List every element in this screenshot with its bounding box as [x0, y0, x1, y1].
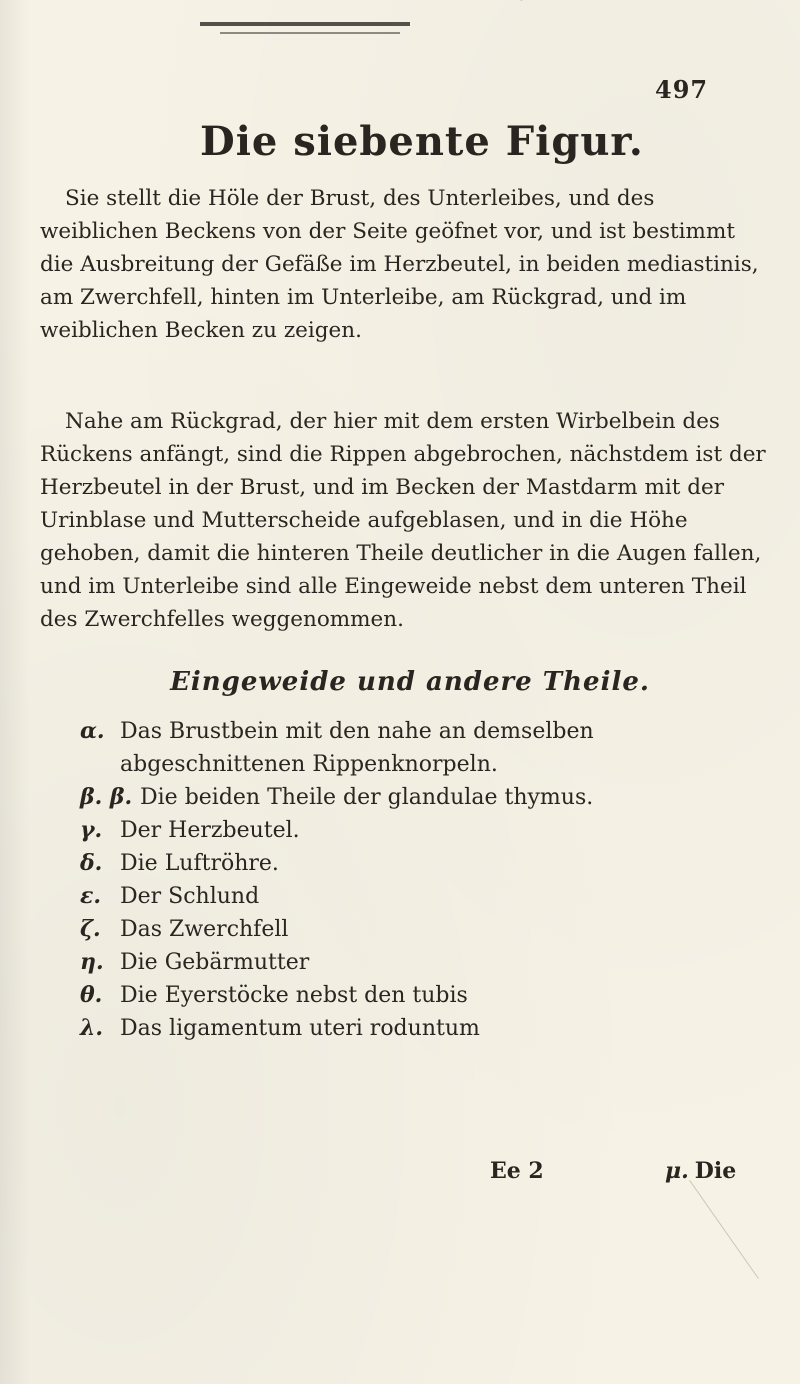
legend-item: [80, 979, 780, 1012]
page-title: Die siebente Figur.: [200, 118, 644, 165]
legend-letter: δ.: [80, 850, 103, 876]
legend-text: Die Eyerstöcke nebst den tubis: [120, 983, 468, 1008]
signature-mark: Ee 2: [490, 1158, 544, 1184]
legend-letter: ε.: [80, 883, 102, 909]
legend-text: Die Luftröhre.: [120, 851, 279, 876]
page-fold-mark: [689, 1180, 759, 1279]
gutter-shadow: [0, 0, 30, 1384]
section-heading: Eingeweide und andere Theile.: [170, 667, 650, 697]
legend-letter: λ.: [80, 1015, 104, 1041]
header-rule: [200, 22, 410, 26]
catchword-letter: μ.: [665, 1158, 689, 1184]
legend-letter: β. β.: [80, 784, 133, 810]
page-corner-mark: [520, 0, 568, 1]
legend-letter: ζ.: [80, 916, 101, 942]
legend-text: Der Schlund: [120, 884, 260, 909]
legend-item: [80, 847, 780, 880]
legend-item: [80, 913, 780, 946]
legend-item: [80, 781, 780, 814]
legend-text: Das Zwerchfell: [120, 917, 289, 942]
legend-text: Das ligamentum uteri roduntum: [120, 1016, 480, 1041]
legend-item: [80, 814, 780, 847]
legend-text: Der Herzbeutel.: [120, 818, 300, 843]
legend-item: [80, 1012, 780, 1045]
legend-item: [80, 880, 780, 913]
legend-letter: α.: [80, 718, 105, 744]
legend-item: [80, 946, 780, 979]
legend-list: [80, 715, 780, 1045]
paragraph-description: Nahe am Rückgrad, der hier mit dem ersten Wirbelbein des Rückens anfängt, sind die Rippen abgebrochen, nächstdem ist der Herzbeutel in der Brust, und im Becken der Mastdarm mit der Urinblase und Mutterscheide aufgeblasen, und in die Höhe gehoben, damit die hinteren Theile deutlicher in die Augen fallen, und im Unterleibe sind alle Eingeweide nebst dem unteren Theil des Zwerchfelles weggenommen.: [40, 409, 766, 632]
legend-text: Die Gebärmutter: [120, 950, 310, 975]
catchword: [665, 1158, 736, 1184]
legend-text: Die beiden Theile der glandulae thymus.: [140, 785, 594, 810]
legend-letter: γ.: [80, 817, 103, 843]
legend-item: [80, 715, 780, 781]
page-number: 497: [655, 75, 709, 104]
legend-text: Das Brustbein mit den nahe an demselben abgeschnittenen Rippenknorpeln.: [120, 719, 594, 777]
header-rule-secondary: [220, 32, 400, 34]
legend-letter: η.: [80, 949, 104, 975]
paragraph-intro: Sie stellt die Höle der Brust, des Unterleibes, und des weiblichen Beckens von der Seite geöfnet vor, und ist bestimmt die Ausbreitung der Gefäße im Herzbeutel, in beiden mediastinis, am Zwerchfell, hinten im Unterleibe, am Rückgrad, und im weiblichen Becken zu zeigen.: [40, 186, 759, 343]
legend-letter: θ.: [80, 982, 103, 1008]
catchword-text: Die: [694, 1158, 737, 1184]
